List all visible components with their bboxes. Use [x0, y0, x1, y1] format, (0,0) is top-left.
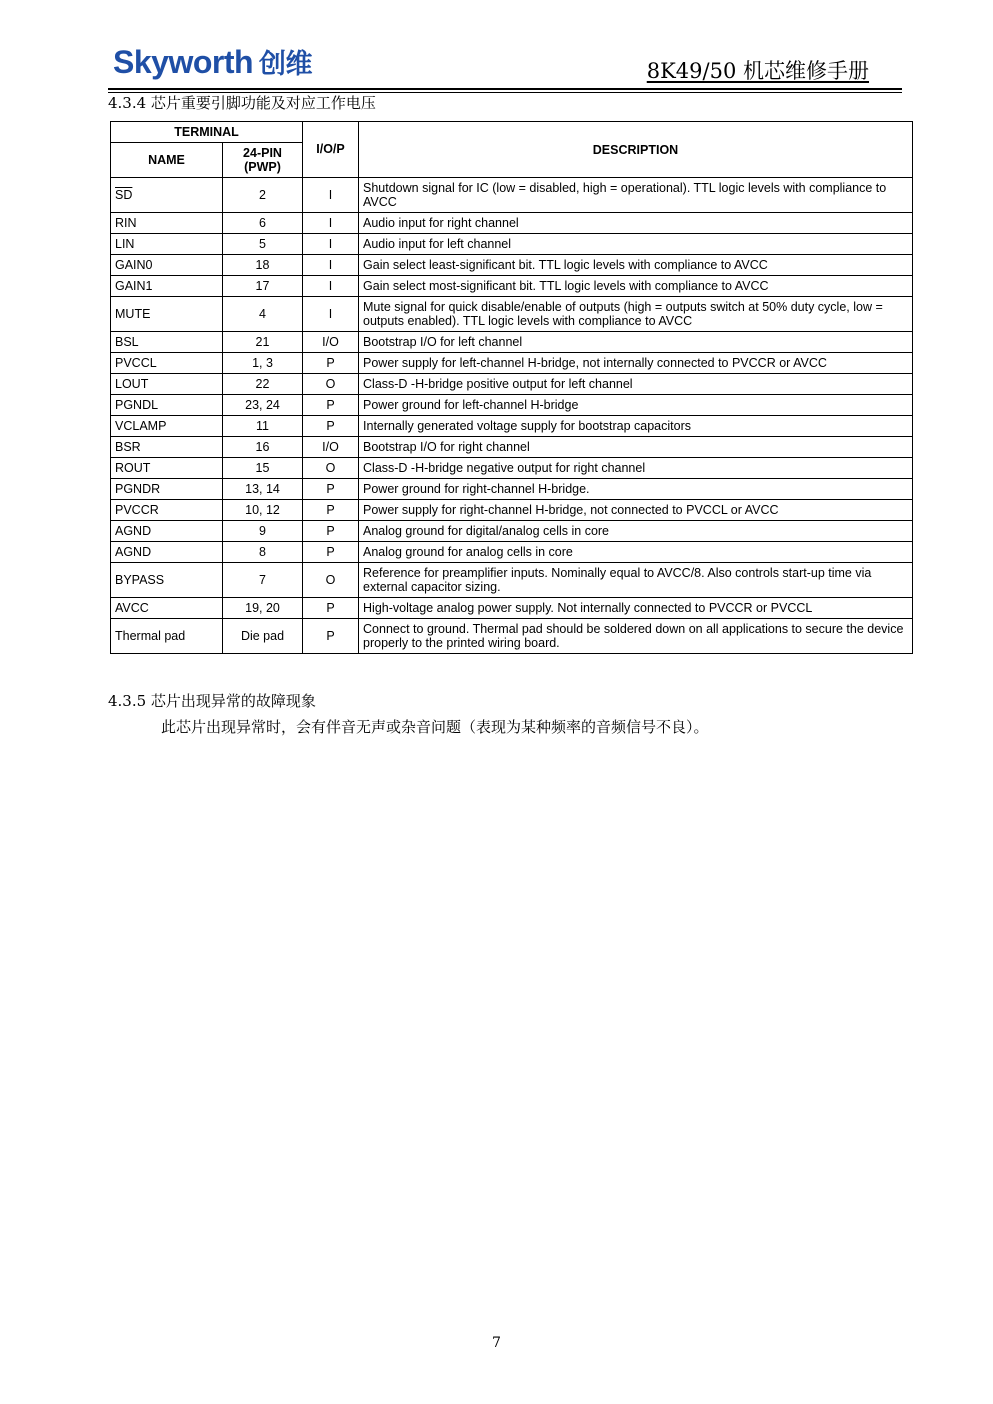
pin-number-cell: 1, 3 — [223, 353, 303, 374]
pin-iop-cell: P — [303, 500, 359, 521]
pin-name-cell: AGND — [111, 521, 223, 542]
pin-iop-cell: O — [303, 563, 359, 598]
pin-iop-cell: I — [303, 234, 359, 255]
pin-number-cell: 21 — [223, 332, 303, 353]
table-row — [111, 276, 913, 297]
pin-description-cell: Power ground for right-channel H-bridge. — [359, 479, 913, 500]
pin-name-cell: PGNDR — [111, 479, 223, 500]
pin-name-cell: BSL — [111, 332, 223, 353]
logo-text: Skyworth — [113, 44, 254, 80]
pin-name-cell: MUTE — [111, 297, 223, 332]
pin-description-cell: Bootstrap I/O for right channel — [359, 437, 913, 458]
pin-iop-cell: P — [303, 619, 359, 654]
pin-description-cell: Power ground for left-channel H-bridge — [359, 395, 913, 416]
header-description: DESCRIPTION — [359, 122, 913, 178]
pin-number-cell: 16 — [223, 437, 303, 458]
subsection-heading: 4.3.5 芯片出现异常的故障现象 — [108, 692, 316, 710]
pin-name-cell: BYPASS — [111, 563, 223, 598]
pin-iop-cell: I — [303, 255, 359, 276]
pin-iop-cell: P — [303, 521, 359, 542]
pin-description-cell: Analog ground for digital/analog cells in core — [359, 521, 913, 542]
pin-iop-cell: O — [303, 374, 359, 395]
pin-number-cell: 6 — [223, 213, 303, 234]
table-row — [111, 458, 913, 479]
pin-description-cell: Mute signal for quick disable/enable of outputs (high = outputs switch at 50% duty cycle, low = outputs enabled). TTL logic levels with compliance to AVCC — [359, 297, 913, 332]
table-row — [111, 521, 913, 542]
pin-description-cell: Audio input for left channel — [359, 234, 913, 255]
pin-iop-cell: O — [303, 458, 359, 479]
table-row — [111, 437, 913, 458]
pin-iop-cell: I — [303, 276, 359, 297]
pin-name-cell: LIN — [111, 234, 223, 255]
pin-iop-cell: P — [303, 353, 359, 374]
fault-paragraph: 此芯片出现异常时，会有伴音无声或杂音问题（表现为某种频率的音频信号不良）。 — [161, 718, 709, 736]
pin-description-cell: Internally generated voltage supply for bootstrap capacitors — [359, 416, 913, 437]
pin-iop-cell: I — [303, 178, 359, 213]
table-row — [111, 619, 913, 654]
logo-cn-text: 创维 — [259, 49, 313, 80]
pin-function-table — [110, 121, 913, 654]
pin-description-cell: Gain select most-significant bit. TTL logic levels with compliance to AVCC — [359, 276, 913, 297]
pin-number-cell: 17 — [223, 276, 303, 297]
pin-iop-cell: P — [303, 416, 359, 437]
header-name: NAME — [111, 143, 223, 178]
pin-name-cell: AGND — [111, 542, 223, 563]
pin-description-cell: Connect to ground. Thermal pad should be soldered down on all applications to secure the device properly to the printed wiring board. — [359, 619, 913, 654]
header-terminal: TERMINAL — [111, 122, 303, 143]
pin-name-cell: GAIN0 — [111, 255, 223, 276]
pin-number-cell: 13, 14 — [223, 479, 303, 500]
table-row — [111, 234, 913, 255]
table-row — [111, 332, 913, 353]
table-row — [111, 542, 913, 563]
pin-name-cell: BSR — [111, 437, 223, 458]
pin-name-cell: PVCCR — [111, 500, 223, 521]
table-row — [111, 374, 913, 395]
pin-description-cell: Analog ground for analog cells in core — [359, 542, 913, 563]
header-pin: 24-PIN (PWP) — [223, 143, 303, 178]
section-heading: 4.3.4 芯片重要引脚功能及对应工作电压 — [108, 94, 376, 112]
pin-name-cell: PGNDL — [111, 395, 223, 416]
pin-iop-cell: I — [303, 297, 359, 332]
pin-description-cell: Reference for preamplifier inputs. Nominally equal to AVCC/8. Also controls start-up time via external capacitor sizing. — [359, 563, 913, 598]
pin-description-cell: Shutdown signal for IC (low = disabled, high = operational). TTL logic levels with compliance to AVCC — [359, 178, 913, 213]
pin-number-cell: 4 — [223, 297, 303, 332]
table-row — [111, 297, 913, 332]
pin-number-cell: Die pad — [223, 619, 303, 654]
pin-iop-cell: P — [303, 479, 359, 500]
pin-number-cell: 2 — [223, 178, 303, 213]
pin-number-cell: 9 — [223, 521, 303, 542]
header-rule-thick — [108, 88, 902, 90]
pin-iop-cell: P — [303, 395, 359, 416]
pin-iop-cell: I/O — [303, 332, 359, 353]
pin-iop-cell: P — [303, 598, 359, 619]
pin-name-cell: PVCCL — [111, 353, 223, 374]
table-row — [111, 353, 913, 374]
pin-number-cell: 23, 24 — [223, 395, 303, 416]
pin-description-cell: Audio input for right channel — [359, 213, 913, 234]
pin-description-cell: Power supply for left-channel H-bridge, not internally connected to PVCCR or AVCC — [359, 353, 913, 374]
pin-iop-cell: I/O — [303, 437, 359, 458]
pin-name-cell: RIN — [111, 213, 223, 234]
pin-number-cell: 11 — [223, 416, 303, 437]
pin-number-cell: 10, 12 — [223, 500, 303, 521]
pin-name-cell: ROUT — [111, 458, 223, 479]
pin-number-cell: 5 — [223, 234, 303, 255]
page-number: 7 — [492, 1335, 501, 1351]
pin-number-cell: 8 — [223, 542, 303, 563]
table-row — [111, 500, 913, 521]
table-row — [111, 213, 913, 234]
pin-description-cell: Class-D -H-bridge positive output for left channel — [359, 374, 913, 395]
header-iop: I/O/P — [303, 122, 359, 178]
pin-description-cell: Gain select least-significant bit. TTL logic levels with compliance to AVCC — [359, 255, 913, 276]
skyworth-logo — [113, 40, 312, 87]
table-row — [111, 416, 913, 437]
pin-description-cell: Class-D -H-bridge negative output for right channel — [359, 458, 913, 479]
table-row — [111, 255, 913, 276]
pin-description-cell: Power supply for right-channel H-bridge, not connected to PVCCL or AVCC — [359, 500, 913, 521]
pin-name-cell: $\overline{SD}$ — [111, 178, 223, 213]
pin-name-cell: AVCC — [111, 598, 223, 619]
table-row — [111, 395, 913, 416]
pin-number-cell: 19, 20 — [223, 598, 303, 619]
pin-number-cell: 18 — [223, 255, 303, 276]
pin-number-cell: 7 — [223, 563, 303, 598]
table-row — [111, 598, 913, 619]
pin-description-cell: High-voltage analog power supply. Not internally connected to PVCCR or PVCCL — [359, 598, 913, 619]
table-row — [111, 563, 913, 598]
pin-description-cell: Bootstrap I/O for left channel — [359, 332, 913, 353]
table-row — [111, 479, 913, 500]
table-row — [111, 178, 913, 213]
pin-name-cell: LOUT — [111, 374, 223, 395]
pin-number-cell: 15 — [223, 458, 303, 479]
pin-name-cell: VCLAMP — [111, 416, 223, 437]
pin-iop-cell: P — [303, 542, 359, 563]
pin-number-cell: 22 — [223, 374, 303, 395]
pin-name-cell: GAIN1 — [111, 276, 223, 297]
pin-iop-cell: I — [303, 213, 359, 234]
document-title: 8K49/50 机芯维修手册 — [646, 59, 869, 83]
pin-name-cell: Thermal pad — [111, 619, 223, 654]
